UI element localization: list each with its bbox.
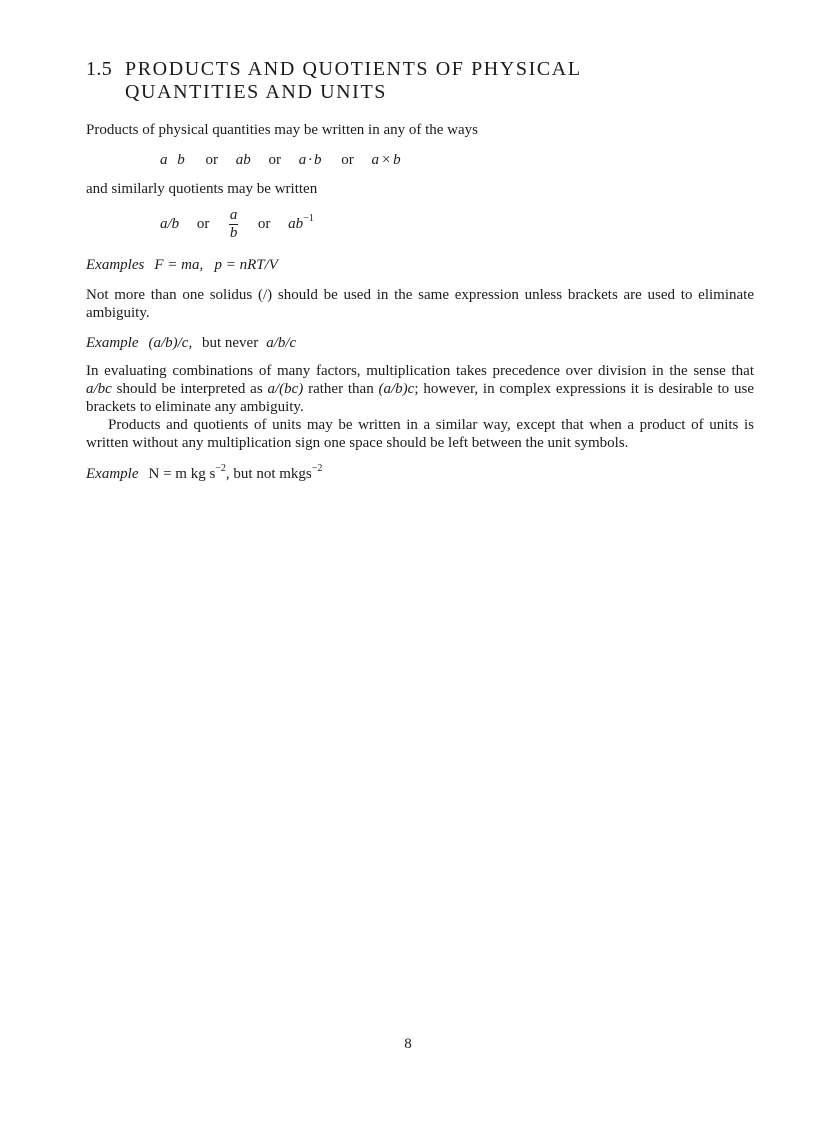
or-word: or [268,152,281,168]
section-number: 1.5 [86,58,113,80]
paragraph-quotients-intro: and similarly quotients may be written [86,181,318,197]
product-form-cross: a×b [371,152,403,168]
power-base: ab [288,216,304,232]
paragraph-precedence [86,362,754,416]
section-heading [86,58,686,104]
or-word: or [196,216,210,232]
section-title-line1: PRODUCTS AND QUOTIENTS OF PHYSICAL [125,58,582,80]
power-exponent: −1 [303,213,314,224]
products-formula [160,151,403,169]
page-number: 8 [404,1036,412,1052]
product-form-spaced: a b [160,152,188,168]
example-solidus-line [86,334,754,352]
quotients-formula [160,207,314,241]
fraction-numerator: a [229,207,238,223]
examples-label: Examples [86,257,145,273]
or-word: or [257,216,271,232]
paragraph-solidus-rule: Not more than one solidus (/) should be used in the same expression unless brackets are used to eliminate ambiguity. [86,287,754,321]
units-connector: , but not mkgs [225,466,312,482]
or-word: or [205,152,218,168]
precedence-expr-1: a/bc [86,381,112,397]
precedence-text-1: In evaluating combinations of many factors, multiplication takes precedence over division in the sense that [86,363,754,379]
fraction-denominator: b [229,225,238,241]
examples-equations: F = ma, p = nRT/V [154,257,278,273]
example-connector: but never [201,335,259,351]
quotient-form-fraction [229,207,238,241]
example-correct-expression: (a/b)/c, [148,335,193,351]
quotient-form-power [288,215,314,233]
example-units-line [86,465,754,483]
precedence-expr-2: a/(bc) [267,381,304,397]
section-title-line2: QUANTITIES AND UNITS [125,81,387,103]
precedence-text-2: should be interpreted as [111,381,268,397]
examples-line [86,256,754,274]
example-incorrect-expression: a/b/c [266,335,297,351]
precedence-expr-3: (a/b)c [378,381,415,397]
units-correct-expression: N = m kg s [148,466,216,482]
precedence-text-3: rather than [303,381,379,397]
quotient-form-solidus: a/b [160,216,180,232]
paragraph-unit-products: Products and quotients of units may be written in a similar way, except that when a product of units is written without any multiplication sign one space should be left between the unit symbols. [86,417,754,451]
units-exponent-incorrect: −2 [311,463,323,474]
or-word: or [341,152,354,168]
example-label: Example [86,335,139,351]
product-form-juxtaposed: ab [235,152,251,168]
precedence-text-4: ; however, in complex expressions it is desirable to use brackets to eliminate any ambiguity. [86,381,754,415]
units-exponent: −2 [215,463,226,474]
example-label: Example [86,466,139,482]
product-form-dot: a·b [298,152,324,168]
paragraph-products-intro: Products of physical quantities may be written in any of the ways [86,122,478,138]
